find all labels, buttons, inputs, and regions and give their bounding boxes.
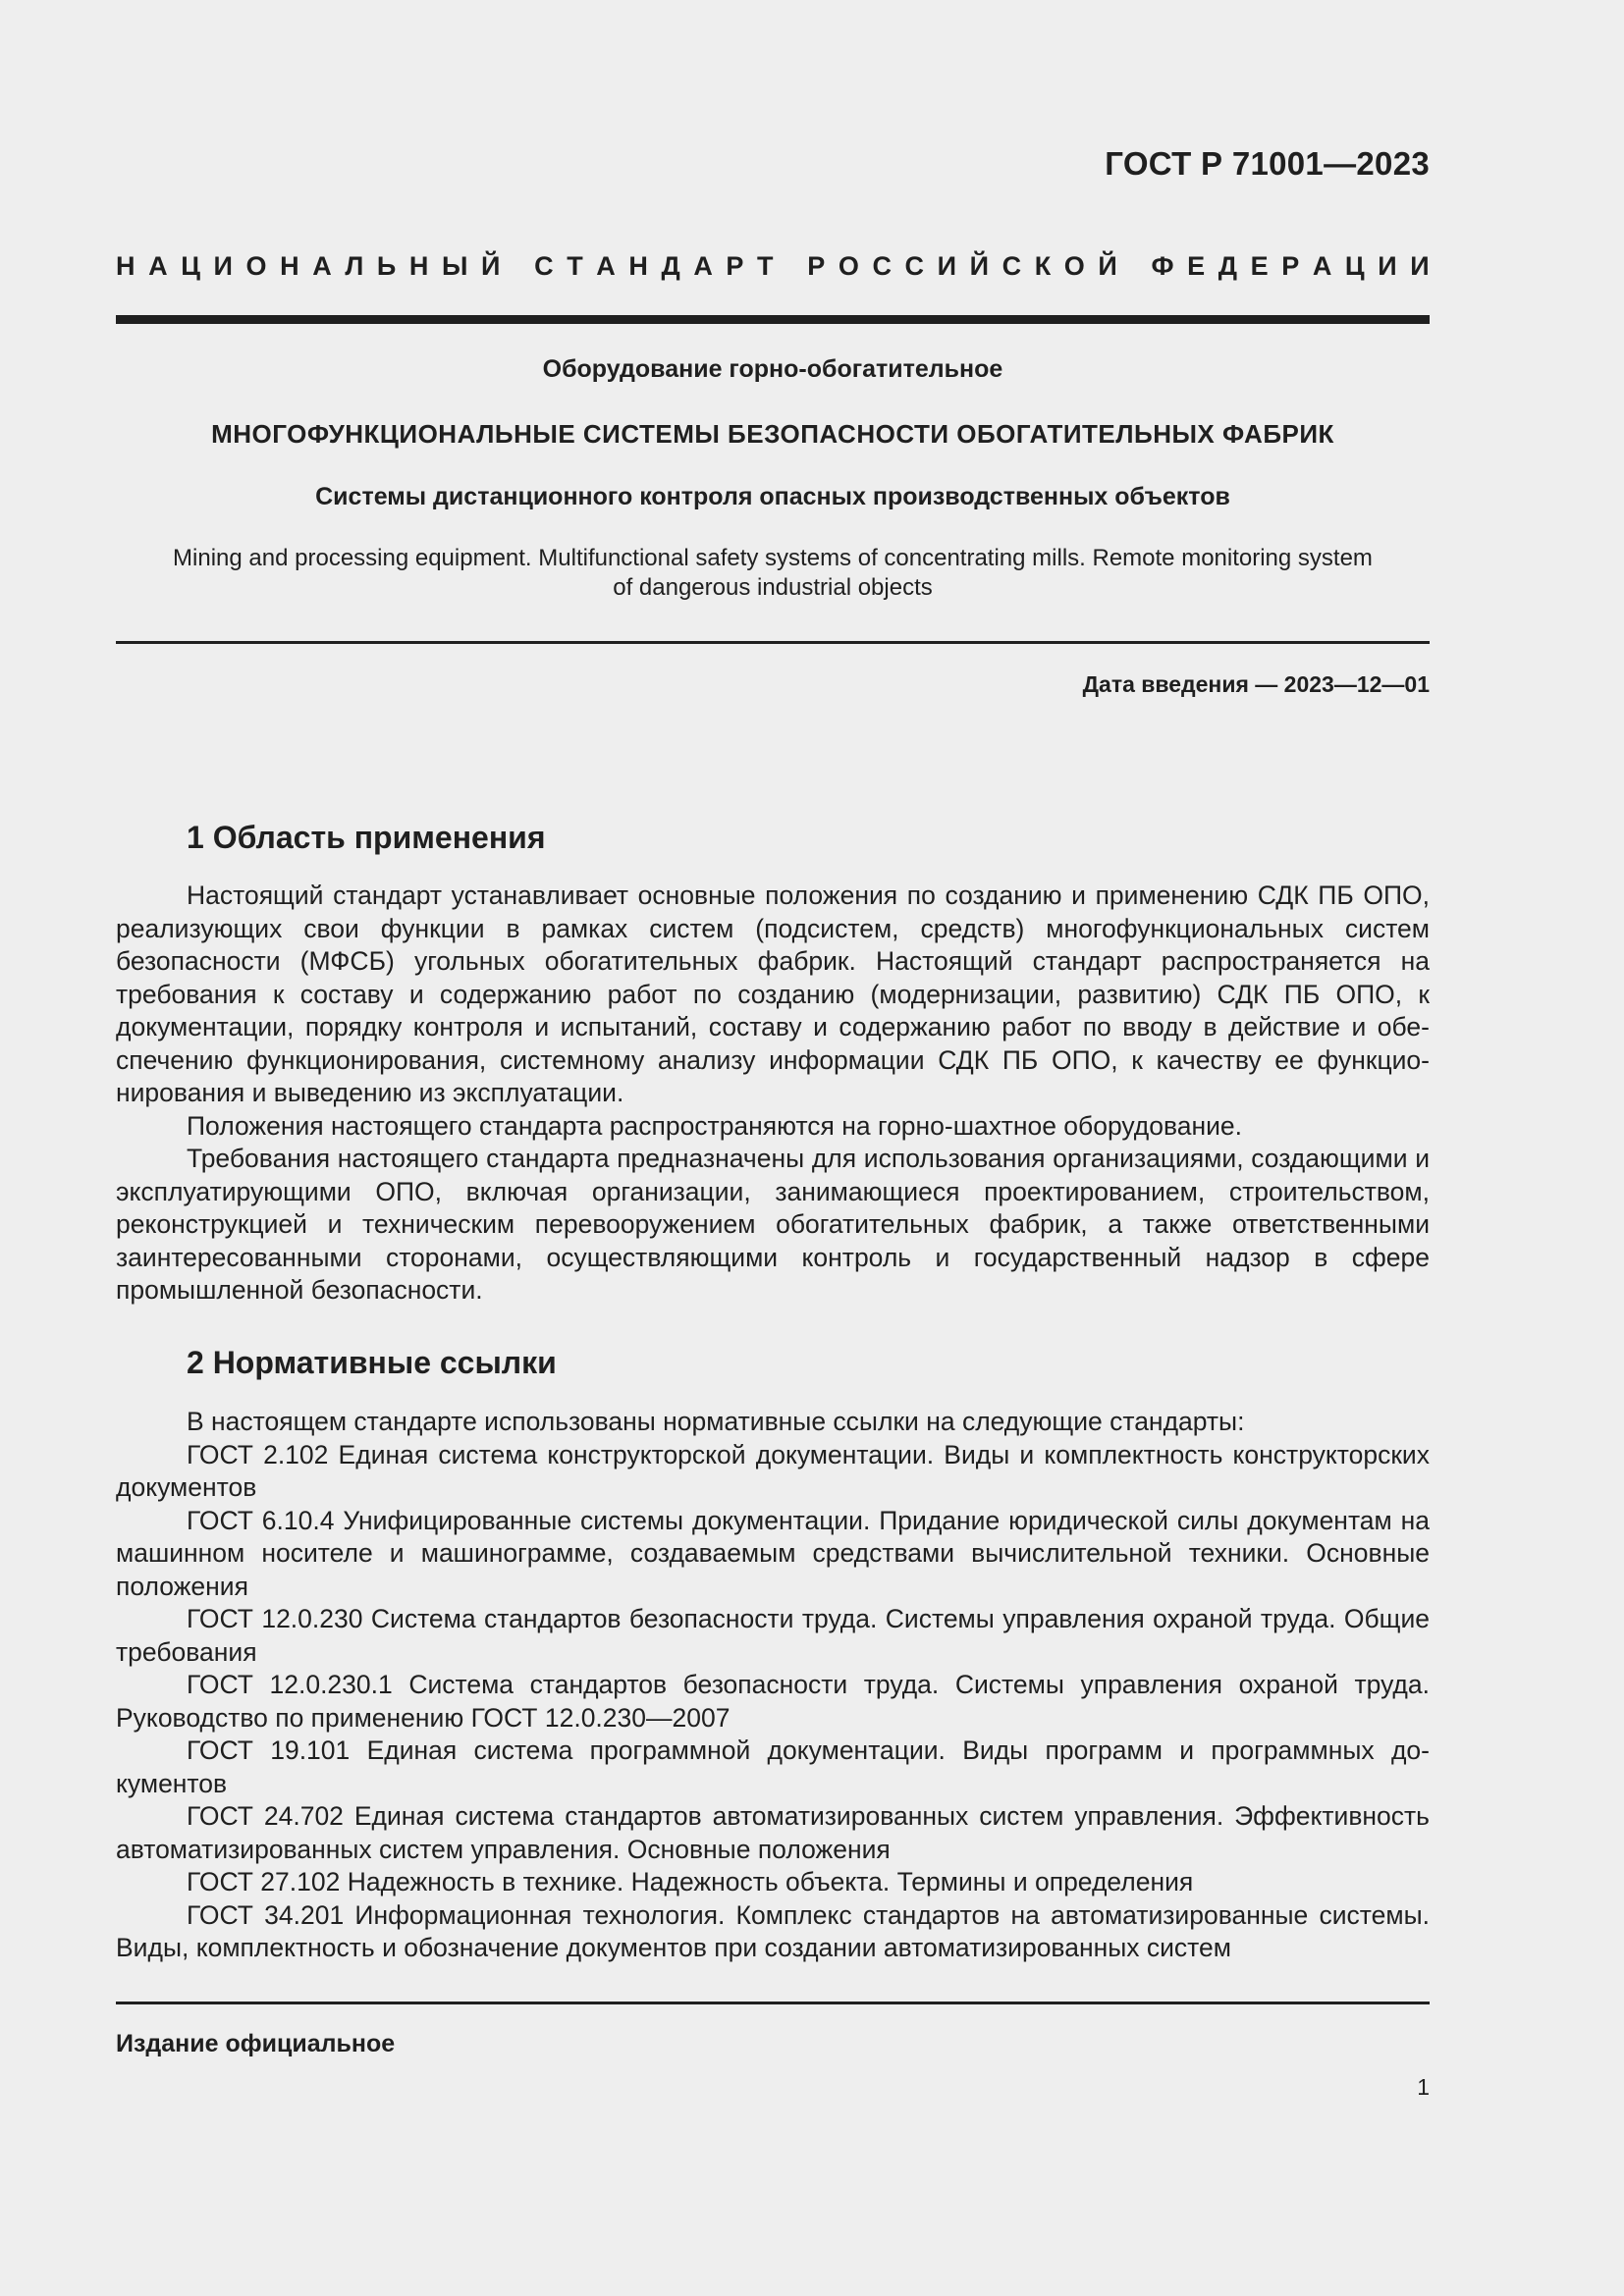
equipment-subtitle: Оборудование горно-обогатительное — [542, 355, 1003, 383]
section-2-body — [116, 1406, 1430, 1965]
section-2-heading: 2 Нормативные ссылки — [187, 1345, 557, 1380]
banner-letter: Ц — [181, 251, 200, 281]
section-1-heading: 1 Область применения — [187, 820, 546, 855]
english-title-line-2: of dangerous industrial objects — [613, 574, 933, 601]
banner-letter: И — [937, 251, 957, 281]
banner-letter: И — [1410, 251, 1430, 281]
reference-item: ГОСТ 24.702 Единая система стандартов автоматизированных систем управления. Эффективность автоматизированных систем управления. Основные положения — [116, 1801, 1430, 1864]
reference-item: ГОСТ 12.0.230.1 Система стандартов безопасности труда. Системы управления охраной труда. Руководство по применению ГОСТ 12.0.230—2007 — [116, 1670, 1430, 1733]
paragraph: Настоящий стандарт устанавливает основные положения по созданию и применению СДК ПБ ОПО, реализующих свои функции в рамках систем (подсистем, средств) многофункциональных систем безопасности (МФСБ) угольных обогатительных фабрик. Настоящий стандарт распространяется на требования к составу и содержанию работ по созданию (модернизации, развитию) СДК ПБ ОПО, к документации, порядку контроля и испытаний, составу и содержанию работ по вводу в действие и обеспечению функционирования, системному анализу информации СДК ПБ ОПО, к качеству ее функционирования и выведению из эксплуатации. — [116, 881, 1430, 1107]
banner-letter: Ц — [1344, 251, 1365, 281]
title-divider — [116, 641, 1430, 644]
reference-item: ГОСТ 19.101 Единая система программной документации. Виды программ и программных документов — [116, 1735, 1430, 1798]
paragraph: Требования настоящего стандарта предназначены для использования организациями, создающими и эксплуатирующими ОПО, включая организации, занимающиеся проектированием, строительством, реконструкцией и техническим перевооружением обогатительных фабрик, а также ответственными заинтересованными сторонами, осуществляющими контроль и государственный надзор в сфере промышленной безопасности. — [116, 1144, 1430, 1305]
banner-letter: А — [1312, 251, 1332, 281]
banner-letter: Д — [661, 251, 680, 281]
banner-letter: Ь — [376, 251, 397, 281]
banner-letter: Е — [1187, 251, 1206, 281]
reference-item: ГОСТ 6.10.4 Унифицированные системы документации. Придание юридической силы документам на машинном носителе и машинограмме, создаваемым средствами вычислительной техники. Основные положения — [116, 1505, 1430, 1601]
banner-letter: Л — [345, 251, 364, 281]
document-code: ГОСТ Р 71001—2023 — [1105, 145, 1430, 182]
section-1-body — [116, 880, 1430, 1308]
footer-divider — [116, 2002, 1430, 2004]
official-edition-label: Издание официальное — [116, 2030, 396, 2057]
banner-letter: Й — [480, 251, 501, 281]
banner-letter: А — [596, 251, 616, 281]
banner-letter: А — [312, 251, 332, 281]
english-title-line-1: Mining and processing equipment. Multifunctional safety systems of concentrating mills. Remote monitoring system — [173, 545, 1373, 571]
banner-letter: С — [1001, 251, 1022, 281]
banner-letter: Е — [1250, 251, 1269, 281]
paragraph: Положения настоящего стандарта распространяются на горно-шахтное оборудование. — [187, 1110, 1243, 1141]
banner-letter: Т — [567, 251, 583, 281]
paragraph: В настоящем стандарте использованы нормативные ссылки на следующие стандарты: — [187, 1407, 1245, 1436]
banner-letter: Й — [1098, 251, 1117, 281]
banner-letter: Ф — [1151, 251, 1174, 281]
banner-letter: Й — [969, 251, 990, 281]
banner-letter: И — [1378, 251, 1397, 281]
banner-letter — [514, 251, 521, 282]
banner-letter: Н — [116, 251, 135, 281]
banner-letter: Н — [408, 251, 429, 281]
banner-letter: Ы — [441, 251, 468, 281]
banner-letter: К — [1034, 251, 1052, 281]
banner-letter: Т — [757, 251, 774, 281]
banner-letter: А — [693, 251, 713, 281]
banner-letter: Р — [1281, 251, 1300, 281]
banner-letter — [786, 251, 794, 282]
banner-letter: Д — [1218, 251, 1238, 281]
banner-letter: С — [904, 251, 925, 281]
banner-letter: Н — [280, 251, 299, 281]
introduction-date: Дата введения — 2023—12—01 — [1082, 671, 1430, 697]
banner-letter: О — [245, 251, 267, 281]
banner-letter: О — [1063, 251, 1085, 281]
standard-subtitle: Системы дистанционного контроля опасных производственных объектов — [315, 483, 1230, 510]
reference-item: ГОСТ 12.0.230 Система стандартов безопасности труда. Системы управления охраной труда. Общие требования — [116, 1604, 1430, 1667]
banner-letter: А — [148, 251, 168, 281]
standard-main-title: МНОГОФУНКЦИОНАЛЬНЫЕ СИСТЕМЫ БЕЗОПАСНОСТИ ОБОГАТИТЕЛЬНЫХ ФАБРИК — [211, 419, 1334, 449]
banner-letter: С — [534, 251, 554, 281]
reference-item: ГОСТ 34.201 Информационная технология. Комплекс стандартов на автоматизированные системы. Виды, комплектность и обозначение документов при создании автоматизированных систем — [116, 1899, 1430, 1962]
banner-letter: Н — [628, 251, 648, 281]
banner-letter: С — [872, 251, 892, 281]
banner-letter — [1130, 251, 1138, 282]
reference-item: ГОСТ 27.102 Надежность в технике. Надежность объекта. Термины и определения — [187, 1867, 1194, 1896]
reference-item: ГОСТ 2.102 Единая система конструкторской документации. Виды и комплектность конструкторских документов — [116, 1439, 1430, 1502]
banner-letter: Р — [807, 251, 826, 281]
header-divider — [116, 315, 1430, 324]
banner-letter: О — [838, 251, 859, 281]
page-number: 1 — [1417, 2074, 1430, 2100]
banner-letter: И — [213, 251, 233, 281]
banner-letter: Р — [726, 251, 744, 281]
national-standard-banner — [116, 251, 1430, 282]
english-title — [116, 544, 1430, 603]
